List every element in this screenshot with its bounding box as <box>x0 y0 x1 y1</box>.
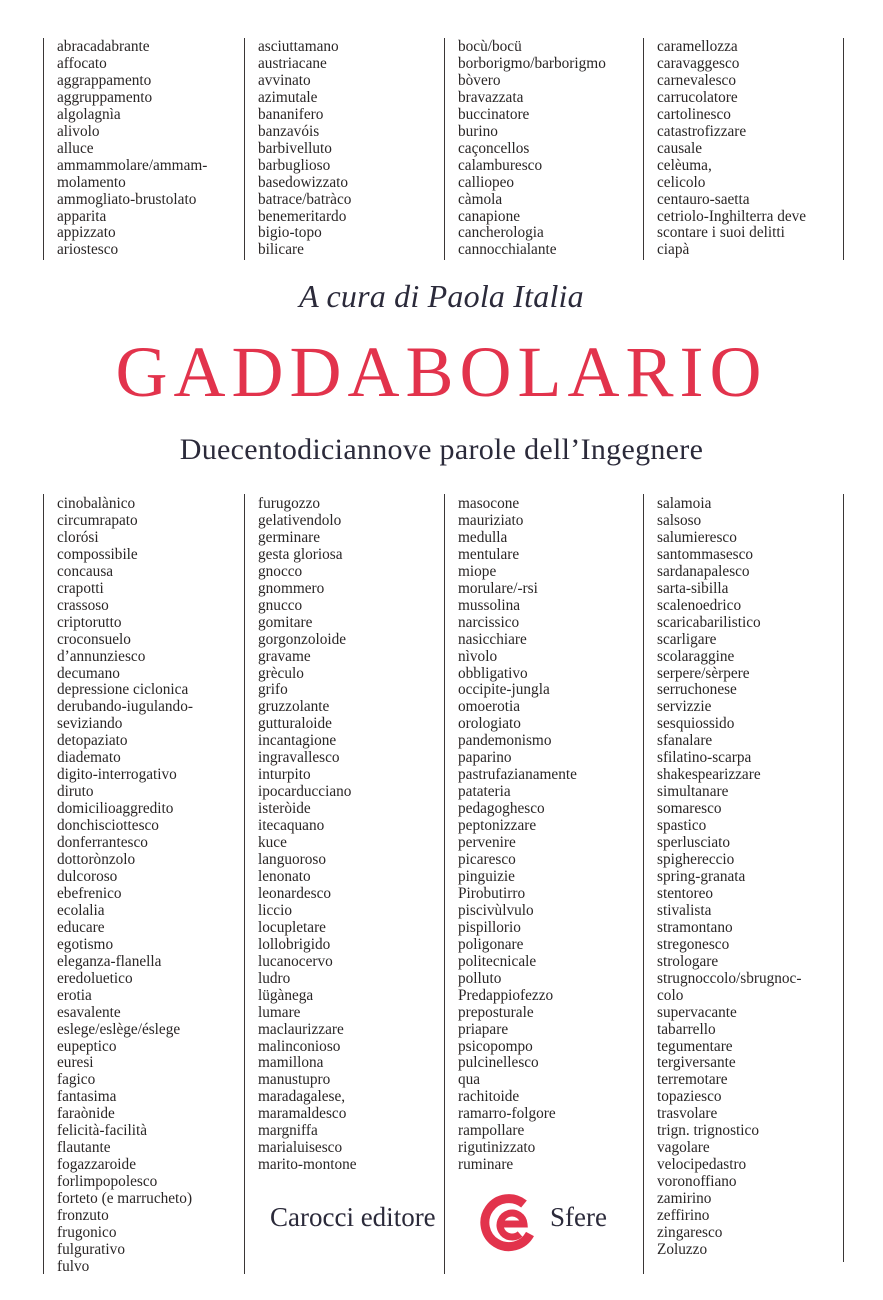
word-entry: scaricabarilistico <box>657 613 761 631</box>
word-entry: bigio-topo <box>258 224 322 242</box>
word-entry: derubando-iugulando- <box>57 698 193 716</box>
word-entry: gruzzolante <box>258 698 330 716</box>
word-entry: causale <box>657 139 703 157</box>
bottom-word-column-4 <box>643 494 847 1274</box>
word-entry: crassoso <box>57 596 109 614</box>
word-entry: bòvero <box>458 71 501 89</box>
word-entry: crapotti <box>57 579 104 597</box>
word-entry: orologiato <box>458 715 521 733</box>
word-entry: mentulare <box>458 545 520 563</box>
word-entry: inturpito <box>258 766 311 784</box>
word-entry: apparita <box>57 207 107 225</box>
word-entry: strugnoccolo/sbrugnoc- <box>657 969 802 987</box>
word-entry: rampollare <box>458 1122 525 1140</box>
curator-line: A cura di Paola Italia <box>299 278 584 314</box>
word-entry: maramaldesco <box>258 1105 347 1123</box>
word-entry: nìvolo <box>458 647 498 665</box>
word-entry: càmola <box>458 190 503 208</box>
word-entry: occipite-jungla <box>458 681 550 699</box>
word-entry: batrace/batràco <box>258 190 352 208</box>
word-entry: buccinatore <box>458 105 530 123</box>
carocci-logo-icon <box>480 1194 542 1254</box>
word-entry: ammogliato-brustolato <box>57 190 197 208</box>
bottom-word-list <box>0 494 883 1274</box>
word-entry: tegumentare <box>657 1037 733 1055</box>
word-entry: ingravallesco <box>258 749 340 767</box>
word-entry: cartolinesco <box>657 105 731 123</box>
word-entry: stentoreo <box>657 884 714 902</box>
word-entry: ruminare <box>458 1156 514 1174</box>
top-word-column-4 <box>643 38 847 260</box>
word-entry: spighereccio <box>657 851 735 869</box>
word-entry: scolaraggine <box>657 647 735 665</box>
word-entry: fagico <box>57 1071 96 1089</box>
word-entry: esavalente <box>57 1003 121 1021</box>
word-entry: pulcinellesco <box>458 1054 539 1072</box>
word-entry: pedagoghesco <box>458 800 545 818</box>
word-entry: vagolare <box>657 1139 710 1157</box>
word-entry: bananifero <box>258 105 324 123</box>
word-entry: faraònide <box>57 1105 115 1123</box>
word-entry: polluto <box>458 969 502 987</box>
word-entry: Predappiofezzo <box>458 986 554 1004</box>
word-entry: maradagalese, <box>258 1088 346 1106</box>
word-entry: felicità-facilità <box>57 1122 148 1140</box>
word-entry: lucanocervo <box>258 952 333 970</box>
word-entry: cancherologia <box>458 224 544 242</box>
word-entry: concausa <box>57 562 114 580</box>
word-entry: caçoncellos <box>458 139 530 157</box>
column-divider <box>843 494 844 1262</box>
word-entry: priapare <box>458 1020 509 1038</box>
word-entry: cannocchialante <box>458 241 557 259</box>
word-entry: euresi <box>57 1054 94 1072</box>
word-entry: lumare <box>258 1003 301 1021</box>
word-entry: salumieresco <box>657 528 737 546</box>
word-entry: calliopeo <box>458 173 515 191</box>
word-entry: gravame <box>258 647 311 665</box>
word-entry: forlimpopolesco <box>57 1173 158 1191</box>
word-entry: isteròide <box>258 800 311 818</box>
word-entry: zeffirino <box>657 1207 710 1225</box>
word-entry: domicilioaggredito <box>57 800 174 818</box>
word-entry: voronoffiano <box>657 1173 737 1191</box>
word-entry: furugozzo <box>258 495 321 512</box>
word-entry: celèuma, <box>657 156 712 174</box>
word-entry: trasvolare <box>657 1105 718 1123</box>
word-entry: barbuglioso <box>258 156 331 174</box>
word-entry: tergiversante <box>657 1054 736 1072</box>
word-entry: lollobrigido <box>258 935 331 953</box>
word-entry: poligonare <box>458 935 524 953</box>
word-entry: austriacane <box>258 54 327 72</box>
word-entry: miope <box>458 562 497 580</box>
word-entry: educare <box>57 918 105 936</box>
word-entry: bocù/bocü <box>458 38 522 55</box>
word-entry: scontare i suoi delitti <box>657 224 785 242</box>
word-entry: diruto <box>57 783 94 801</box>
word-entry: alivolo <box>57 122 100 140</box>
word-entry: obbligativo <box>458 664 528 682</box>
word-entry: topaziesco <box>657 1088 722 1106</box>
word-entry: azimutale <box>258 88 318 106</box>
word-entry: politecnicale <box>458 952 537 970</box>
word-entry: manustupro <box>258 1071 331 1089</box>
word-entry: marito-montone <box>258 1156 357 1174</box>
word-entry: fronzuto <box>57 1207 109 1225</box>
word-entry: trign. trignostico <box>657 1122 759 1140</box>
word-entry: fulvo <box>57 1257 90 1274</box>
word-entry: maclaurizzare <box>258 1020 344 1038</box>
word-entry: eslege/eslège/éslege <box>57 1020 181 1038</box>
word-entry: asciuttamano <box>258 38 339 55</box>
word-entry: picaresco <box>458 851 516 869</box>
word-entry: strologare <box>657 952 719 970</box>
word-entry: incantagione <box>258 732 337 750</box>
word-entry: zamirino <box>657 1190 712 1208</box>
word-entry: aggrappamento <box>57 71 152 89</box>
word-entry: depressione ciclonica <box>57 681 189 699</box>
word-entry: lenonato <box>258 867 311 885</box>
word-entry: calamburesco <box>458 156 543 174</box>
word-entry: algolagnìa <box>57 105 121 123</box>
word-entry: fantasima <box>57 1088 117 1106</box>
word-entry: centauro-saetta <box>657 190 750 208</box>
word-entry: cinobalànico <box>57 495 136 512</box>
word-entry: malinconioso <box>258 1037 341 1055</box>
word-entry: somaresco <box>657 800 722 818</box>
word-entry: sarta-sibilla <box>657 579 729 597</box>
word-entry: stramontano <box>657 918 733 936</box>
word-entry: dulcoroso <box>57 867 118 885</box>
word-entry: ipocarducciano <box>258 783 352 801</box>
word-entry: sfanalare <box>657 732 713 750</box>
word-entry: egotismo <box>57 935 114 953</box>
word-entry: morulare/-rsi <box>458 579 538 597</box>
word-entry: omoerotia <box>458 698 521 716</box>
word-entry: salamoia <box>657 495 712 512</box>
word-entry: masocone <box>458 495 520 512</box>
word-entry: eredoluetico <box>57 969 133 987</box>
word-entry: Zoluzzo <box>657 1240 708 1258</box>
word-entry: scarligare <box>657 630 717 648</box>
word-entry: languoroso <box>258 851 326 869</box>
word-entry: grifo <box>258 681 288 699</box>
word-entry: sardanapalesco <box>657 562 750 580</box>
word-entry: abracadabrante <box>57 38 150 55</box>
word-entry: liccio <box>258 901 292 919</box>
word-entry: gutturaloide <box>258 715 332 733</box>
word-entry: fogazzaroide <box>57 1156 136 1174</box>
word-entry: eupeptico <box>57 1037 117 1055</box>
word-entry: fulgurativo <box>57 1240 125 1258</box>
word-entry: appizzato <box>57 224 116 242</box>
word-entry: alluce <box>57 139 94 157</box>
publisher-imprint <box>270 1194 630 1254</box>
top-word-column-3 <box>444 38 642 260</box>
word-entry: salsoso <box>657 511 702 529</box>
word-entry: erotia <box>57 986 92 1004</box>
word-entry: seviziando <box>57 715 123 733</box>
word-entry: velocipedastro <box>657 1156 747 1174</box>
word-entry: burino <box>458 122 498 140</box>
word-entry: pervenire <box>458 834 516 852</box>
word-entry: spastico <box>657 817 707 835</box>
word-entry: rachitoide <box>458 1088 520 1106</box>
word-entry: molamento <box>57 173 126 191</box>
word-entry: leonardesco <box>258 884 332 902</box>
word-entry: margniffa <box>258 1122 318 1140</box>
word-entry: eleganza-flanella <box>57 952 162 970</box>
word-entry: diademato <box>57 749 121 767</box>
word-entry: marialuisesco <box>258 1139 343 1157</box>
word-entry: carnevalesco <box>657 71 736 89</box>
word-entry: gnocco <box>258 562 303 580</box>
word-entry: criptorutto <box>57 613 122 631</box>
series-name: Sfere <box>550 1202 607 1232</box>
word-entry: detopaziato <box>57 732 128 750</box>
word-entry: compossibile <box>57 545 138 563</box>
word-entry: terremotare <box>657 1071 728 1089</box>
column-divider <box>843 38 844 260</box>
word-entry: benemeritardo <box>258 207 347 225</box>
book-subtitle: Duecentodiciannove parole dell’Ingegnere <box>179 433 704 466</box>
word-entry: basedowizzato <box>258 173 349 191</box>
word-entry: catastrofizzare <box>657 122 747 140</box>
word-entry: caramellozza <box>657 38 738 55</box>
word-entry: mamillona <box>258 1054 324 1072</box>
word-entry: rigutinizzato <box>458 1139 536 1157</box>
word-entry: pinguizie <box>458 867 515 885</box>
top-word-list <box>0 38 883 260</box>
word-entry: paparino <box>458 749 512 767</box>
word-entry: dottorònzolo <box>57 851 136 869</box>
word-entry: clorósi <box>57 528 99 546</box>
word-entry: avvinato <box>258 71 311 89</box>
publisher-name: Carocci editore <box>270 1202 436 1232</box>
word-entry: croconsuelo <box>57 630 131 648</box>
word-entry: pandemonismo <box>458 732 552 750</box>
word-entry: itecaquano <box>258 817 325 835</box>
word-entry: ammammolare/ammam- <box>57 156 208 174</box>
word-entry: Pirobutirro <box>458 884 526 902</box>
word-entry: spring-granata <box>657 867 746 885</box>
word-entry: scalenoedrico <box>657 596 742 614</box>
word-entry: bravazzata <box>458 88 524 106</box>
word-entry: supervacante <box>657 1003 737 1021</box>
word-entry: celicolo <box>657 173 706 191</box>
word-entry: tabarrello <box>657 1020 716 1038</box>
word-entry: digito-interrogativo <box>57 766 177 784</box>
word-entry: shakespearizzare <box>657 766 761 784</box>
word-entry: mauriziato <box>458 511 524 529</box>
word-entry: psicopompo <box>458 1037 533 1055</box>
word-entry: gorgonzoloide <box>258 630 347 648</box>
word-entry: d’annunziesco <box>57 647 146 665</box>
word-entry: stivalista <box>657 901 712 919</box>
word-entry: mussolina <box>458 596 521 614</box>
word-entry: banzavóis <box>258 122 320 140</box>
word-entry: serruchonese <box>657 681 737 699</box>
word-entry: pastrufazianamente <box>458 766 577 784</box>
bottom-word-column-2 <box>244 494 442 1274</box>
word-entry: lügànega <box>258 986 314 1004</box>
bottom-word-column-1 <box>43 494 243 1274</box>
word-entry: kuce <box>258 834 287 852</box>
word-entry: preposturale <box>458 1003 534 1021</box>
word-entry: santommasesco <box>657 545 754 563</box>
word-entry: simultanare <box>657 783 729 801</box>
word-entry: stregonesco <box>657 935 730 953</box>
word-entry: pispillorio <box>458 918 521 936</box>
bottom-word-column-3 <box>444 494 642 1274</box>
word-entry: cetriolo-Inghilterra deve <box>657 207 807 225</box>
book-title: GADDABOLARIO <box>115 332 768 412</box>
word-entry: gnommero <box>258 579 325 597</box>
word-entry: flautante <box>57 1139 111 1157</box>
word-entry: frugonico <box>57 1223 117 1241</box>
word-entry: sesquiossido <box>657 715 735 733</box>
word-entry: locupletare <box>258 918 326 936</box>
word-entry: gnucco <box>258 596 303 614</box>
word-entry: sfilatino-scarpa <box>657 749 752 767</box>
top-word-column-2 <box>244 38 442 260</box>
top-word-column-1 <box>43 38 243 260</box>
word-entry: donferrantesco <box>57 834 148 852</box>
word-entry: germinare <box>258 528 321 546</box>
word-entry: ramarro-folgore <box>458 1105 556 1123</box>
word-entry: piscivùlvulo <box>458 901 534 919</box>
word-entry: gelativendolo <box>258 511 342 529</box>
word-entry: medulla <box>458 528 508 546</box>
word-entry: qua <box>458 1071 481 1089</box>
word-entry: decumano <box>57 664 120 682</box>
word-entry: patateria <box>458 783 511 801</box>
word-entry: sperlusciato <box>657 834 731 852</box>
word-entry: borborigmo/barborigmo <box>458 54 606 72</box>
word-entry: ciapà <box>657 241 690 259</box>
word-entry: donchisciottesco <box>57 817 159 835</box>
word-entry: zingaresco <box>657 1223 723 1241</box>
word-entry: forteto (e marrucheto) <box>57 1190 193 1208</box>
word-entry: nasicchiare <box>458 630 527 648</box>
word-entry: serpere/sèrpere <box>657 664 750 682</box>
word-entry: ariostesco <box>57 241 119 259</box>
word-entry: barbivelluto <box>258 139 332 157</box>
word-entry: canapione <box>458 207 521 225</box>
word-entry: peptonizzare <box>458 817 537 835</box>
word-entry: caravaggesco <box>657 54 740 72</box>
word-entry: narcissico <box>458 613 520 631</box>
word-entry: gesta gloriosa <box>258 545 343 563</box>
word-entry: ludro <box>258 969 291 987</box>
word-entry: servizzie <box>657 698 712 716</box>
word-entry: gomitare <box>258 613 313 631</box>
word-entry: carrucolatore <box>657 88 738 106</box>
word-entry: circumrapato <box>57 511 138 529</box>
word-entry: ecolalia <box>57 901 105 919</box>
word-entry: ebefrenico <box>57 884 122 902</box>
word-entry: affocato <box>57 54 107 72</box>
word-entry: bilicare <box>258 241 304 259</box>
word-entry: grèculo <box>258 664 304 682</box>
word-entry: colo <box>657 986 684 1004</box>
word-entry: aggruppamento <box>57 88 153 106</box>
